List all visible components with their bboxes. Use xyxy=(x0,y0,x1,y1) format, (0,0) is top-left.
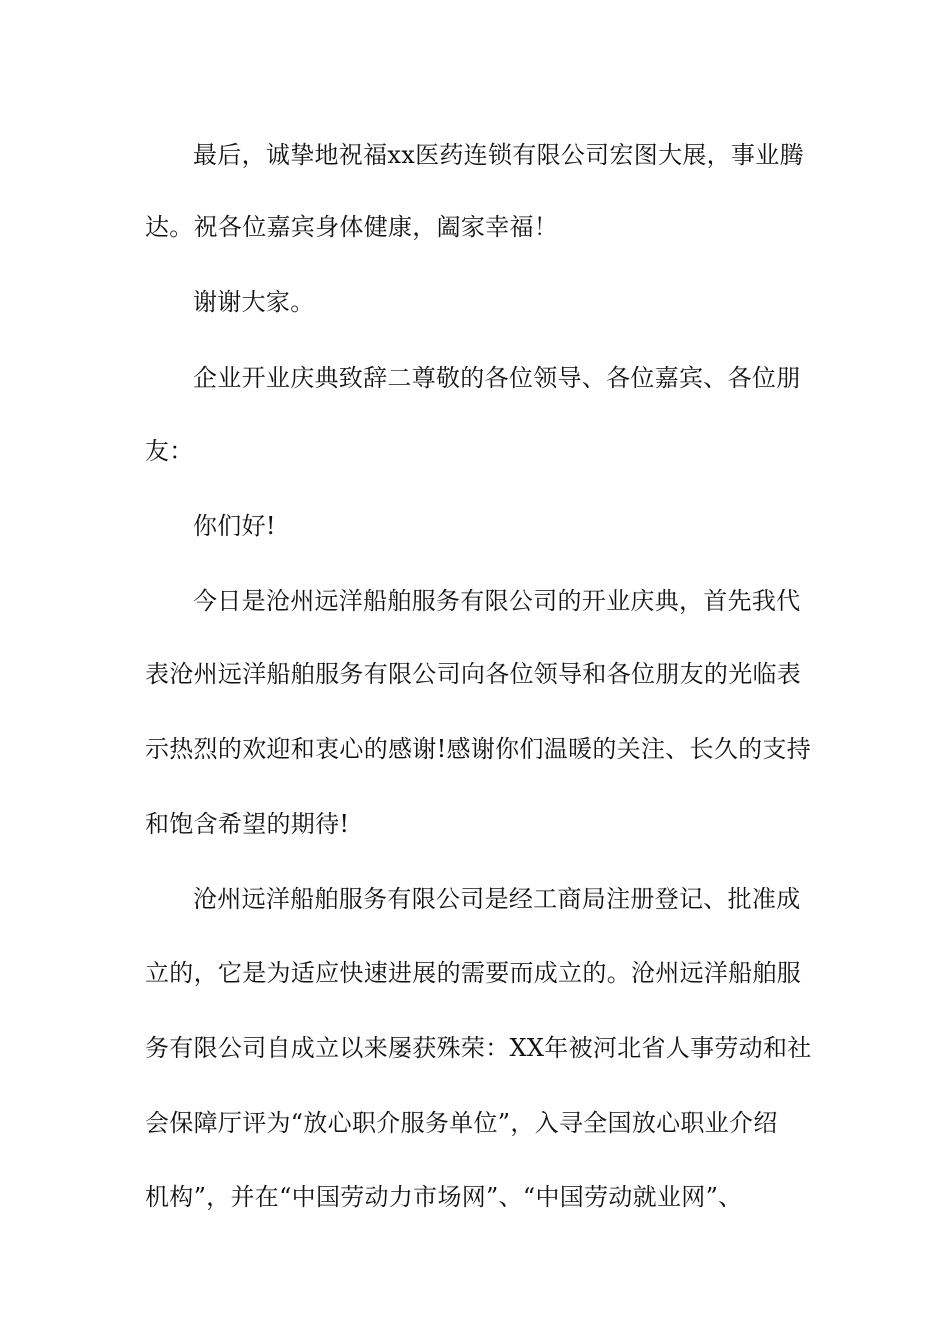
paragraph-line: 达。祝各位嘉宾身体健康，阖家幸福！ xyxy=(145,213,559,241)
paragraph-line: 务有限公司自成立以来屡获殊荣：XX年被河北省人事劳动和社 xyxy=(145,1034,812,1062)
paragraph-line: 沧州远洋船舶服务有限公司是经工商局注册登记、批准成 xyxy=(193,885,801,913)
paragraph-line: 友： xyxy=(145,437,194,465)
paragraph-line: 企业开业庆典致辞二尊敬的各位领导、各位嘉宾、各位朋 xyxy=(193,364,801,392)
paragraph-line: 机构”，并在“中国劳动力市场网”、“中国劳动就业网”、 xyxy=(145,1183,743,1211)
paragraph-line: 示热烈的欢迎和衷心的感谢!感谢你们温暖的关注、长久的支持 xyxy=(145,735,812,763)
paragraph-line: 你们好! xyxy=(193,512,276,540)
paragraph-line: 表沧州远洋船舶服务有限公司向各位领导和各位朋友的光临表 xyxy=(145,660,802,688)
paragraph-line: 今日是沧州远洋船舶服务有限公司的开业庆典，首先我代 xyxy=(193,587,801,615)
paragraph-line: 会保障厅评为“放心职介服务单位”，入寻全国放心职业介绍 xyxy=(145,1109,778,1137)
paragraph-line: 立的，它是为适应快速进展的需要而成立的。沧州远洋船舶服 xyxy=(145,959,802,987)
paragraph-line: 谢谢大家。 xyxy=(193,288,315,316)
paragraph-line: 最后，诚挚地祝福xx医药连锁有限公司宏图大展，事业腾 xyxy=(193,141,804,169)
paragraph-line: 和饱含希望的期待! xyxy=(145,810,350,838)
